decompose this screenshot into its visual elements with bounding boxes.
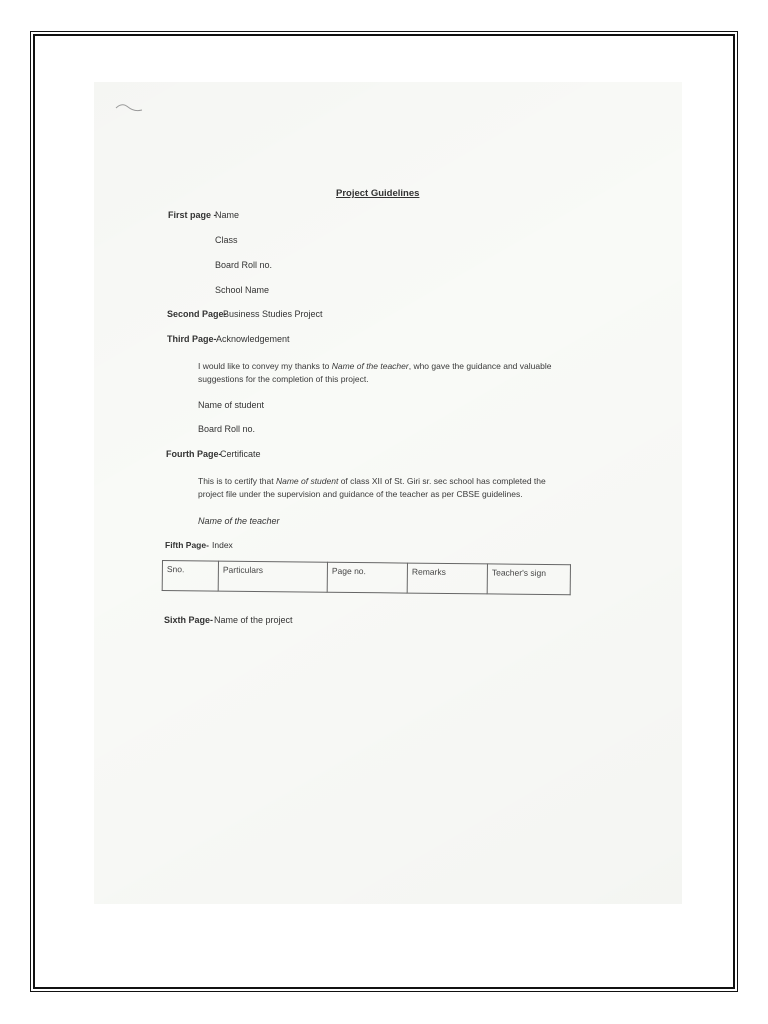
index-header-sno: Sno.: [162, 561, 218, 592]
fourth-page-label: Fourth Page-: [166, 449, 222, 459]
index-table-header-row: [162, 561, 570, 595]
cert-text-start: This is to certify that: [198, 476, 276, 486]
second-page-label: Second Page-: [167, 309, 227, 319]
sixth-page-text: Name of the project: [214, 615, 293, 625]
ack-text-end: , who gave the guidance and valuable suggestions for the completion of this project.: [198, 361, 552, 384]
acknowledgement-paragraph: [198, 360, 578, 385]
cert-student-name: Name of student: [275, 476, 339, 486]
document-title: Project Guidelines: [336, 188, 420, 199]
index-header-particulars: Particulars: [218, 561, 327, 592]
index-header-page-no: Page no.: [327, 562, 407, 593]
fifth-page-text: Index: [212, 540, 233, 550]
first-page-item-class: Class: [215, 235, 238, 245]
fourth-page-text: Certificate: [220, 449, 261, 459]
second-page-text: Business Studies Project: [223, 309, 323, 319]
pen-scratch-mark: [114, 100, 144, 114]
index-header-teacher-sign: Teacher's sign: [487, 564, 570, 595]
third-page-label: Third Page-: [167, 334, 217, 344]
fifth-page-label: Fifth Page-: [165, 540, 209, 550]
sixth-page-label: Sixth Page-: [164, 615, 214, 625]
scanned-sheet: [94, 82, 682, 904]
first-page-item-roll: Board Roll no.: [215, 260, 273, 270]
cert-teacher-name: Name of the teacher: [198, 516, 280, 526]
first-page-item-school: School Name: [215, 285, 270, 295]
ack-student-name: Name of student: [198, 400, 265, 410]
third-page-text: Acknowledgement: [216, 334, 290, 344]
index-header-remarks: Remarks: [407, 563, 487, 594]
first-page-label: First page -: [168, 210, 217, 220]
ack-roll-no: Board Roll no.: [198, 424, 256, 434]
certificate-paragraph: [198, 475, 573, 500]
ack-text-start: I would like to convey my thanks to: [198, 361, 332, 371]
index-table: [162, 560, 571, 595]
cert-text-end: of class XII of St. Giri sr. sec school has completed the project file under the supervision and guidance of the teacher as per CBSE guidelines.: [198, 476, 546, 499]
first-page-item-name: Name: [215, 210, 240, 220]
ack-teacher-name: Name of the teacher: [331, 361, 409, 371]
